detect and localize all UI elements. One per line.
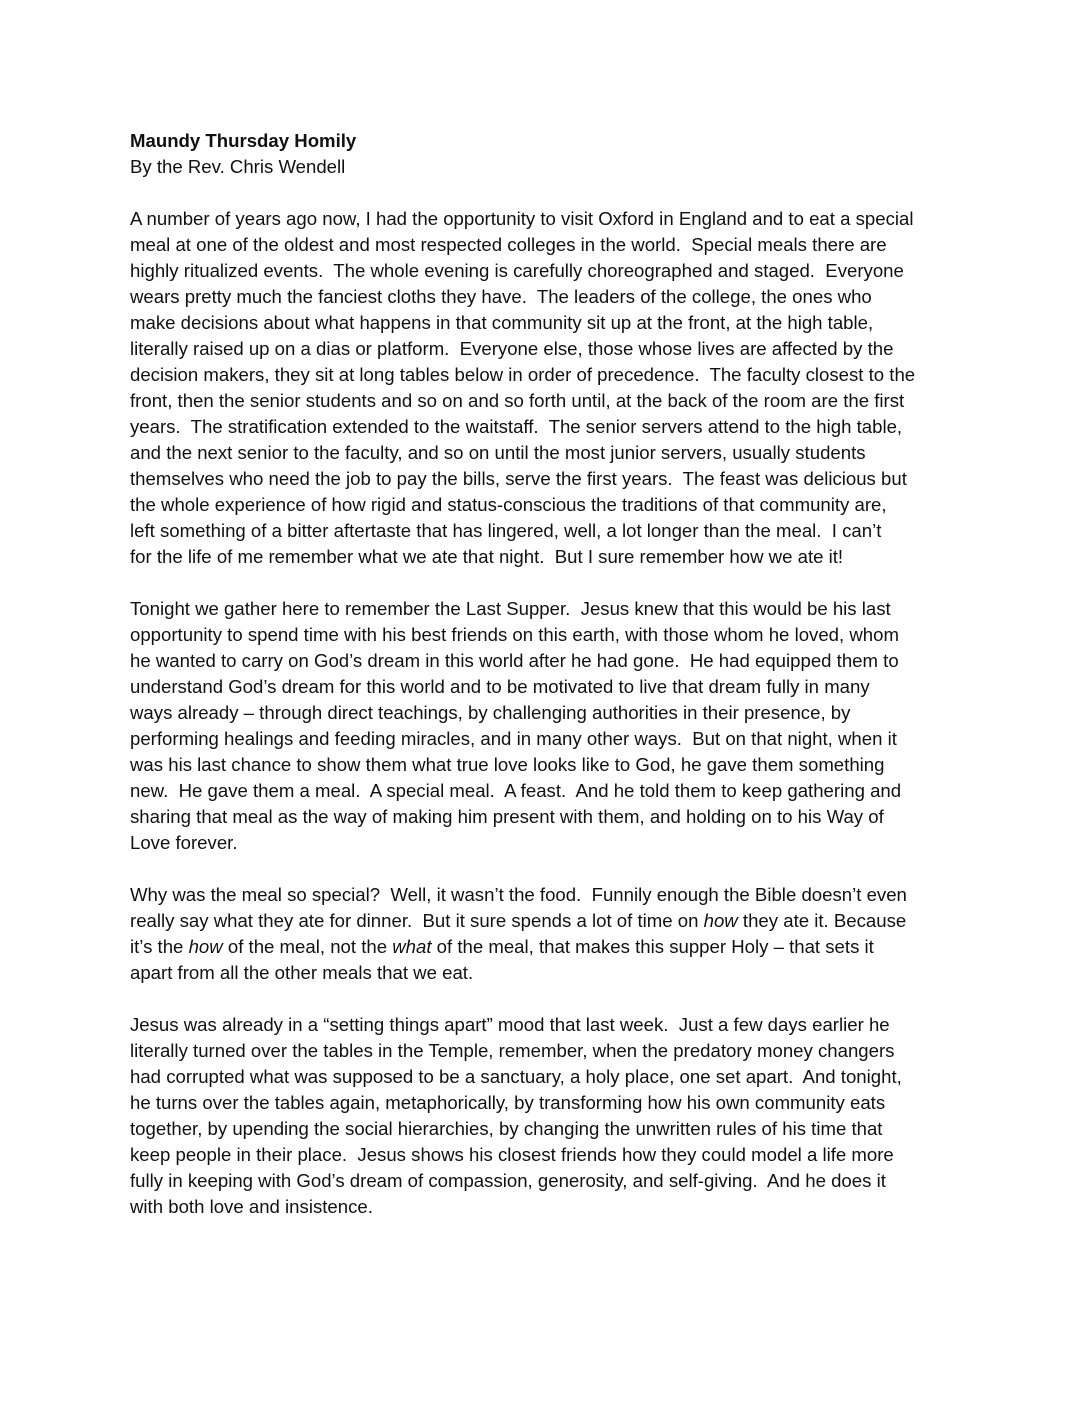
text-line xyxy=(130,908,970,934)
text-run: Love forever. xyxy=(130,832,238,853)
text-run: A number of years ago now, I had the opportunity to visit Oxford in England and to eat a special xyxy=(130,208,914,229)
text-line xyxy=(130,1168,970,1194)
text-line xyxy=(130,284,970,310)
text-run: he turns over the tables again, metaphorically, by transforming how his own community eats xyxy=(130,1092,886,1113)
text-run: understand God’s dream for this world and to be motivated to live that dream fully in many xyxy=(130,676,870,697)
paragraph xyxy=(130,1012,970,1220)
text-line xyxy=(130,310,970,336)
text-run: decision makers, they sit at long tables below in order of precedence. The faculty closest to the xyxy=(130,364,916,385)
text-line xyxy=(130,700,970,726)
text-run: new. He gave them a meal. A special meal. A feast. And he told them to keep gathering and xyxy=(130,780,902,801)
text-line xyxy=(130,518,970,544)
text-line xyxy=(130,336,970,362)
text-run: highly ritualized events. The whole evening is carefully choreographed and staged. Everyone xyxy=(130,260,904,281)
text-run: of the meal, that makes this supper Holy – that sets it xyxy=(431,936,874,957)
text-run: themselves who need the job to pay the bills, serve the first years. The feast was delicious but xyxy=(130,468,907,489)
text-line xyxy=(130,1142,970,1168)
document-body xyxy=(130,128,970,1246)
paragraph xyxy=(130,882,970,986)
text-line xyxy=(130,1090,970,1116)
paragraph xyxy=(130,596,970,856)
text-run: wears pretty much the fanciest cloths they have. The leaders of the college, the ones who xyxy=(130,286,872,307)
text-line xyxy=(130,1064,970,1090)
text-run: Jesus was already in a “setting things apart” mood that last week. Just a few days earlier he xyxy=(130,1014,890,1035)
text-line xyxy=(130,466,970,492)
text-line xyxy=(130,258,970,284)
paragraph xyxy=(130,206,970,570)
text-line xyxy=(130,1038,970,1064)
text-line xyxy=(130,934,970,960)
text-line xyxy=(130,882,970,908)
text-run: apart from all the other meals that we eat. xyxy=(130,962,474,983)
text-line xyxy=(130,648,970,674)
text-run: Tonight we gather here to remember the Last Supper. Jesus knew that this would be his last xyxy=(130,598,891,619)
text-line xyxy=(130,622,970,648)
text-run: ways already – through direct teachings, by challenging authorities in their presence, by xyxy=(130,702,851,723)
text-run: Why was the meal so special? Well, it wasn’t the food. Funnily enough the Bible doesn’t even xyxy=(130,884,907,905)
text-line xyxy=(130,1194,970,1220)
text-run: front, then the senior students and so on and so forth until, at the back of the room are the first xyxy=(130,390,905,411)
text-line xyxy=(130,232,970,258)
text-line xyxy=(130,1012,970,1038)
text-run: meal at one of the oldest and most respected colleges in the world. Special meals there are xyxy=(130,234,887,255)
text-run: it’s the xyxy=(130,936,189,957)
text-line xyxy=(130,778,970,804)
text-run: years. The stratification extended to the waitstaff. The senior servers attend to the high table, xyxy=(130,416,903,437)
text-line xyxy=(130,206,970,232)
text-run: sharing that meal as the way of making him present with them, and holding on to his Way of xyxy=(130,806,884,827)
text-line xyxy=(130,726,970,752)
document-byline: By the Rev. Chris Wendell xyxy=(130,156,346,177)
text-line xyxy=(130,440,970,466)
text-run: with both love and insistence. xyxy=(130,1196,373,1217)
text-line xyxy=(130,544,970,570)
text-line xyxy=(130,960,970,986)
text-run: for the life of me remember what we ate that night. But I sure remember how we ate it! xyxy=(130,546,844,567)
text-line xyxy=(130,596,970,622)
document-title: Maundy Thursday Homily xyxy=(130,130,357,151)
text-run: make decisions about what happens in that community sit up at the front, at the high table, xyxy=(130,312,874,333)
text-run: opportunity to spend time with his best friends on this earth, with those whom he loved, whom xyxy=(130,624,899,645)
italic-text: how xyxy=(188,936,223,957)
text-run: left something of a bitter aftertaste that has lingered, well, a lot longer than the meal. I can’t xyxy=(130,520,882,541)
text-line xyxy=(130,362,970,388)
text-run: and the next senior to the faculty, and so on until the most junior servers, usually students xyxy=(130,442,866,463)
text-line xyxy=(130,492,970,518)
text-run: literally turned over the tables in the Temple, remember, when the predatory money changers xyxy=(130,1040,895,1061)
text-run: they ate it. Because xyxy=(737,910,907,931)
italic-text: how xyxy=(703,910,738,931)
text-run: fully in keeping with God’s dream of compassion, generosity, and self-giving. And he does it xyxy=(130,1170,886,1191)
text-line xyxy=(130,1116,970,1142)
text-run: keep people in their place. Jesus shows his closest friends how they could model a life more xyxy=(130,1144,894,1165)
text-line xyxy=(130,804,970,830)
text-run: of the meal, not the xyxy=(222,936,393,957)
text-run: the whole experience of how rigid and status-conscious the traditions of that community are, xyxy=(130,494,887,515)
text-run: together, by upending the social hierarchies, by changing the unwritten rules of his time that xyxy=(130,1118,883,1139)
text-run: he wanted to carry on God’s dream in this world after he had gone. He had equipped them to xyxy=(130,650,899,671)
text-run: was his last chance to show them what true love looks like to God, he gave them something xyxy=(130,754,885,775)
italic-text: what xyxy=(392,936,432,957)
text-run: really say what they ate for dinner. But it sure spends a lot of time on xyxy=(130,910,704,931)
text-run: had corrupted what was supposed to be a sanctuary, a holy place, one set apart. And tonight, xyxy=(130,1066,902,1087)
text-line xyxy=(130,752,970,778)
text-line xyxy=(130,388,970,414)
text-line xyxy=(130,414,970,440)
text-run: literally raised up on a dias or platform. Everyone else, those whose lives are affected by the xyxy=(130,338,894,359)
text-line xyxy=(130,830,970,856)
text-run: performing healings and feeding miracles, and in many other ways. But on that night, when it xyxy=(130,728,897,749)
text-line xyxy=(130,674,970,700)
